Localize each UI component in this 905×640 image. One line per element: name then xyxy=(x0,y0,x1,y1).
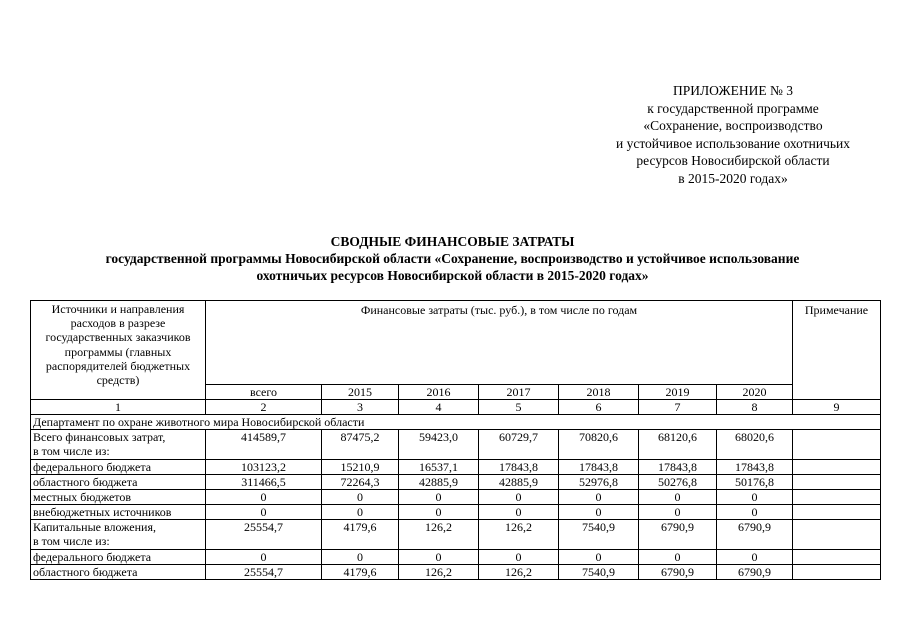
table-row xyxy=(31,520,881,550)
column-number: 1 xyxy=(31,400,206,415)
value-cell: 16537,1 xyxy=(399,460,479,475)
table-row xyxy=(31,475,881,490)
column-number: 8 xyxy=(717,400,793,415)
appendix-block xyxy=(565,82,901,188)
value-cell: 68120,6 xyxy=(639,430,717,460)
value-cell: 72264,3 xyxy=(322,475,399,490)
note-cell xyxy=(793,520,881,550)
value-cell: 0 xyxy=(639,550,717,565)
value-cell: 0 xyxy=(639,490,717,505)
row-label-line: областного бюджета xyxy=(33,565,138,579)
note-cell xyxy=(793,550,881,565)
row-label xyxy=(31,490,206,505)
year-header-2020: 2020 xyxy=(717,385,793,400)
appendix-line: к государственной программе xyxy=(647,100,819,116)
table-row xyxy=(31,565,881,580)
value-cell: 0 xyxy=(322,490,399,505)
column-number-row xyxy=(31,400,881,415)
row-label xyxy=(31,505,206,520)
value-cell: 52976,8 xyxy=(559,475,639,490)
value-cell: 7540,9 xyxy=(559,565,639,580)
value-cell: 6790,9 xyxy=(639,520,717,550)
row-label-line: областного бюджета xyxy=(33,475,138,489)
year-header-2015: 2015 xyxy=(322,385,399,400)
value-cell: 70820,6 xyxy=(559,430,639,460)
financial-table xyxy=(30,300,881,580)
value-cell: 25554,7 xyxy=(206,565,322,580)
year-header-2018: 2018 xyxy=(559,385,639,400)
column-number: 7 xyxy=(639,400,717,415)
year-header-2017: 2017 xyxy=(479,385,559,400)
row-label xyxy=(31,475,206,490)
value-cell: 0 xyxy=(717,490,793,505)
column-number: 6 xyxy=(559,400,639,415)
value-cell: 0 xyxy=(559,550,639,565)
note-cell xyxy=(793,565,881,580)
column-number: 9 xyxy=(793,400,881,415)
value-cell: 6790,9 xyxy=(639,565,717,580)
appendix-line: в 2015-2020 годах» xyxy=(678,170,788,186)
row-label xyxy=(31,430,206,460)
value-cell: 0 xyxy=(639,505,717,520)
value-cell: 59423,0 xyxy=(399,430,479,460)
table-row xyxy=(31,550,881,565)
value-cell: 60729,7 xyxy=(479,430,559,460)
value-cell: 6790,9 xyxy=(717,520,793,550)
value-cell: 15210,9 xyxy=(322,460,399,475)
title-line-1: СВОДНЫЕ ФИНАНСОВЫЕ ЗАТРАТЫ xyxy=(330,234,575,249)
table-row xyxy=(31,505,881,520)
header-financial: Финансовые затраты (тыс. руб.), в том числе по годам xyxy=(206,301,793,385)
row-label-line: местных бюджетов xyxy=(33,490,132,504)
column-number: 5 xyxy=(479,400,559,415)
value-cell: 87475,2 xyxy=(322,430,399,460)
value-cell: 50276,8 xyxy=(639,475,717,490)
value-cell: 7540,9 xyxy=(559,520,639,550)
row-label-line: федерального бюджета xyxy=(33,460,152,474)
value-cell: 0 xyxy=(322,550,399,565)
value-cell: 4179,6 xyxy=(322,565,399,580)
note-cell xyxy=(793,490,881,505)
table-row xyxy=(31,460,881,475)
value-cell: 68020,6 xyxy=(717,430,793,460)
note-cell xyxy=(793,460,881,475)
value-cell: 0 xyxy=(479,550,559,565)
year-header-2016: 2016 xyxy=(399,385,479,400)
value-cell: 126,2 xyxy=(479,565,559,580)
row-label-line: в том числе из: xyxy=(33,444,110,458)
value-cell: 126,2 xyxy=(479,520,559,550)
value-cell: 0 xyxy=(206,505,322,520)
value-cell: 0 xyxy=(322,505,399,520)
value-cell: 0 xyxy=(479,505,559,520)
note-cell xyxy=(793,430,881,460)
value-cell: 50176,8 xyxy=(717,475,793,490)
value-cell: 0 xyxy=(717,550,793,565)
row-label xyxy=(31,520,206,550)
appendix-line: «Сохранение, воспроизводство xyxy=(643,118,823,134)
row-label-line: Капитальные вложения, xyxy=(33,520,156,534)
title-line-2: государственной программы Новосибирской области «Сохранение, воспроизводство и устойчивое использование xyxy=(105,251,800,266)
value-cell: 17843,8 xyxy=(639,460,717,475)
value-cell: 17843,8 xyxy=(479,460,559,475)
row-label-line: в том числе из: xyxy=(33,534,110,548)
value-cell: 0 xyxy=(206,490,322,505)
value-cell: 25554,7 xyxy=(206,520,322,550)
value-cell: 17843,8 xyxy=(559,460,639,475)
row-label-line: внебюджетных источников xyxy=(33,505,172,519)
header-sources: Источники и направления расходов в разрезе государственных заказчиков программы (главных распорядителей бюджетных средств) xyxy=(31,301,206,400)
column-number: 4 xyxy=(399,400,479,415)
column-number: 3 xyxy=(322,400,399,415)
value-cell: 0 xyxy=(479,490,559,505)
header-note: Примечание xyxy=(793,301,881,400)
document-title xyxy=(0,233,905,284)
note-cell xyxy=(793,475,881,490)
table-row xyxy=(31,430,881,460)
column-number: 2 xyxy=(206,400,322,415)
row-label xyxy=(31,460,206,475)
value-cell: 126,2 xyxy=(399,565,479,580)
appendix-line: ресурсов Новосибирской области xyxy=(636,153,830,169)
value-cell: 4179,6 xyxy=(322,520,399,550)
value-cell: 126,2 xyxy=(399,520,479,550)
year-header-total: всего xyxy=(206,385,322,400)
row-label-line: Всего финансовых затрат, xyxy=(33,430,166,444)
value-cell: 0 xyxy=(717,505,793,520)
value-cell: 311466,5 xyxy=(206,475,322,490)
title-line-3: охотничьих ресурсов Новосибирской области в 2015-2020 годах» xyxy=(256,268,649,283)
value-cell: 0 xyxy=(399,505,479,520)
row-label-line: федерального бюджета xyxy=(33,550,152,564)
value-cell: 414589,7 xyxy=(206,430,322,460)
appendix-line: и устойчивое использование охотничьих xyxy=(615,135,851,151)
value-cell: 6790,9 xyxy=(717,565,793,580)
value-cell: 0 xyxy=(399,550,479,565)
appendix-line: ПРИЛОЖЕНИЕ № 3 xyxy=(672,83,794,98)
department-row: Департамент по охране животного мира Новосибирской области xyxy=(31,415,881,430)
table-row xyxy=(31,490,881,505)
year-header-2019: 2019 xyxy=(639,385,717,400)
value-cell: 42885,9 xyxy=(399,475,479,490)
value-cell: 103123,2 xyxy=(206,460,322,475)
value-cell: 0 xyxy=(559,490,639,505)
value-cell: 0 xyxy=(559,505,639,520)
value-cell: 17843,8 xyxy=(717,460,793,475)
row-label xyxy=(31,550,206,565)
row-label xyxy=(31,565,206,580)
note-cell xyxy=(793,505,881,520)
value-cell: 42885,9 xyxy=(479,475,559,490)
value-cell: 0 xyxy=(206,550,322,565)
value-cell: 0 xyxy=(399,490,479,505)
